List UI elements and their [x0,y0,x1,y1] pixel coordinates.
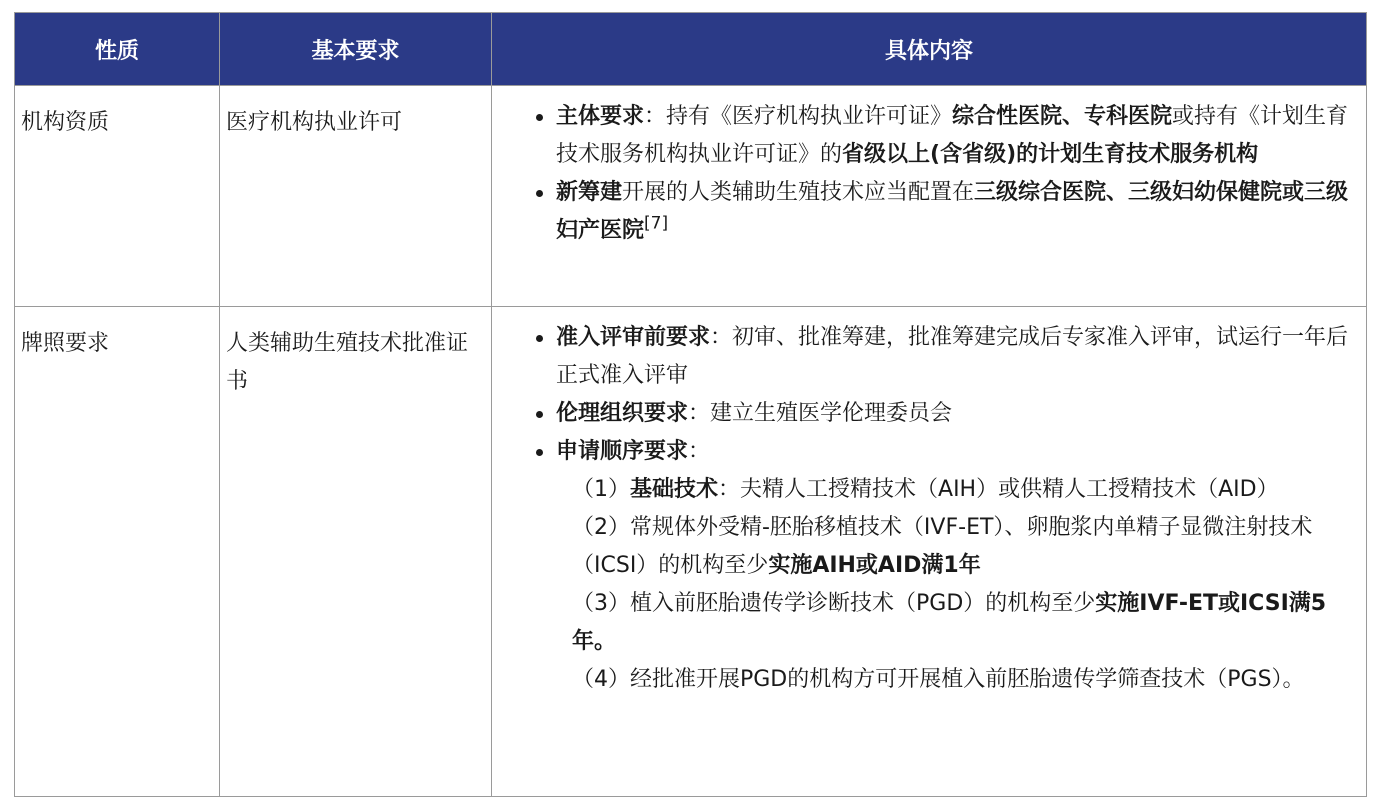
sub-list-item [556,661,1352,699]
text-run: （4）经批准开展PGD的机构方可开展植入前胚胎遗传学筛查技术（PGS）。 [572,667,1305,692]
reference-mark: [7] [644,213,669,234]
text-run: （3）植入前胚胎遗传学诊断技术（PGD）的机构至少 [572,591,1096,616]
text-run: ： [688,439,711,464]
bold-text: 实施AIH或AID满1年 [768,553,981,578]
cell-nature: 机构资质 [15,86,220,307]
header-requirement: 基本要求 [220,13,492,86]
text-run: （2）常规体外受精-胚胎移植技术（IVF-ET）、卵胞浆内单精子显微注射技术（ICSI）的机构至少 [572,515,1313,578]
sub-list-item [556,509,1352,585]
bold-text: 省级以上(含省级)的计划生育技术服务机构 [842,142,1259,167]
text-run: ：建立生殖医学伦理委员会 [688,401,953,426]
text-run: 或持有《计划生育技术服务机构执业许可证》的 [556,104,1349,167]
header-row [15,13,1367,86]
sub-list-item [556,585,1352,661]
bold-text: 综合性医院、专科医院 [952,104,1173,129]
content-list [506,98,1352,250]
list-item [556,98,1352,174]
bold-text: 三级综合医院、三级妇幼保健院或三级妇产医院 [556,180,1349,243]
table-row [15,86,1367,307]
cell-content [492,86,1367,307]
bold-text: 伦理组织要求 [556,401,689,426]
text-run: ：持有《医疗机构执业许可证》 [644,104,953,129]
list-item [556,395,1352,433]
cell-content [492,307,1367,797]
bold-text: 基础技术 [630,477,719,502]
list-item [556,174,1352,250]
bold-text: 主体要求 [556,104,645,129]
bold-text: 新筹建 [556,180,623,205]
requirements-table [14,12,1367,797]
content-list [506,319,1352,699]
bold-text: 申请顺序要求 [556,439,689,464]
bold-text: 准入评审前要求 [556,325,711,350]
text-run: （1） [572,477,630,502]
text-run: ：夫精人工授精技术（AIH）或供精人工授精技术（AID） [718,477,1279,502]
header-content: 具体内容 [492,13,1367,86]
cell-requirement: 人类辅助生殖技术批准证书 [220,307,492,797]
list-item [556,433,1352,699]
header-nature: 性质 [15,13,220,86]
text-run: 开展的人类辅助生殖技术应当配置在 [622,180,975,205]
bold-text: 实施IVF-ET或ICSI满5年。 [572,591,1327,654]
sub-list-item [556,471,1352,509]
cell-requirement: 医疗机构执业许可 [220,86,492,307]
table-row [15,307,1367,797]
list-item [556,319,1352,395]
text-run: ：初审、批准筹建，批准筹建完成后专家准入评审，试运行一年后正式准入评审 [556,325,1349,388]
cell-nature: 牌照要求 [15,307,220,797]
